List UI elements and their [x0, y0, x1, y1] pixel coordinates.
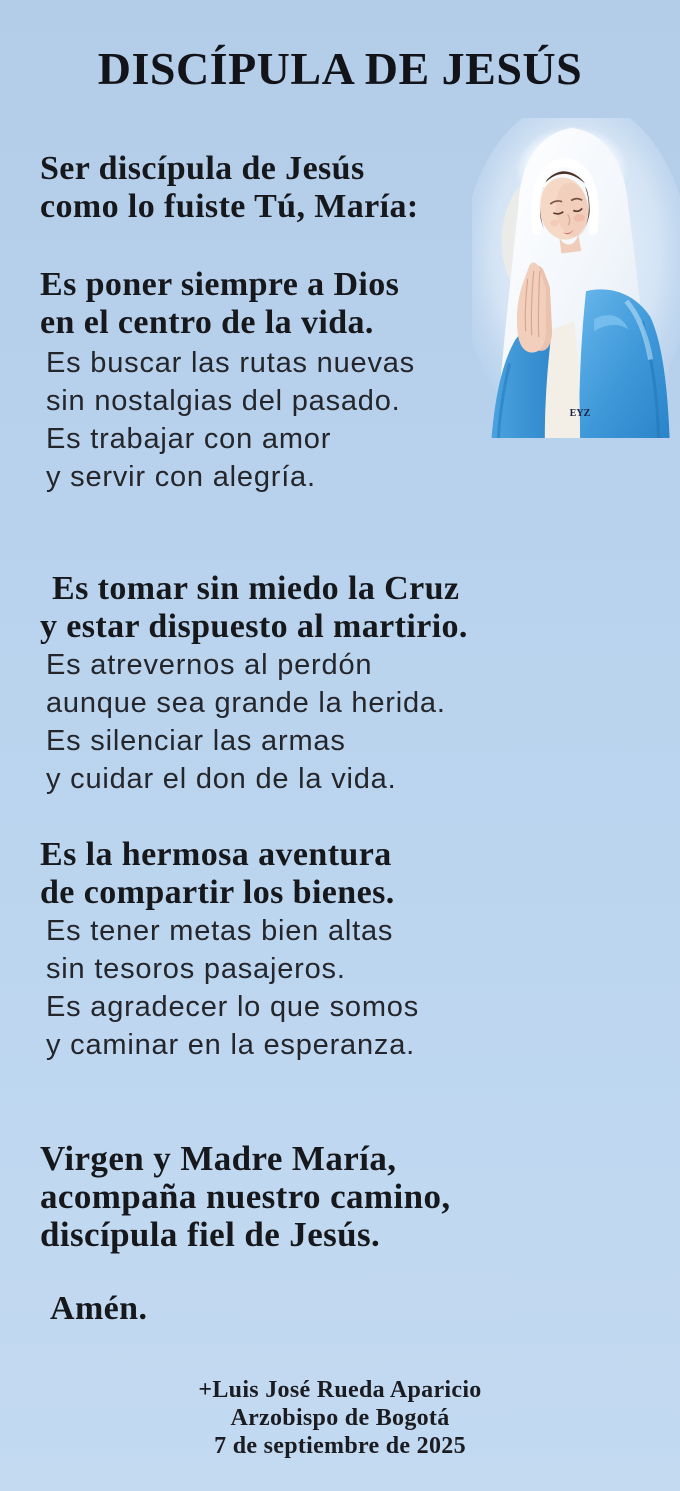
intro-line: como lo fuiste Tú, María: — [40, 188, 419, 225]
date: 7 de septiembre de 2025 — [214, 1433, 466, 1459]
section-2-heading — [40, 570, 468, 646]
section-1-heading — [40, 266, 399, 342]
closing-line: discípula fiel de Jesús. — [40, 1215, 381, 1254]
body-line: Es agradecer lo que somos — [46, 991, 420, 1023]
heading-line: Es tomar sin miedo la Cruz — [52, 570, 460, 607]
watermark-text: EYZ — [569, 407, 591, 419]
intro-block — [40, 150, 419, 226]
author-name: +Luis José Rueda Aparicio — [198, 1377, 482, 1403]
body-line: sin nostalgias del pasado. — [46, 385, 401, 417]
body-line: y caminar en la esperanza. — [46, 1029, 415, 1061]
signature-block — [0, 1376, 680, 1460]
body-line: Es trabajar con amor — [46, 423, 332, 455]
body-line: y cuidar el don de la vida. — [46, 763, 397, 795]
closing-block — [40, 1140, 451, 1254]
body-line: aunque sea grande la herida. — [46, 687, 446, 719]
author-title: Arzobispo de Bogotá — [230, 1405, 450, 1431]
intro-line: Ser discípula de Jesús — [40, 150, 365, 187]
amen-text: Amén. — [50, 1290, 148, 1327]
heading-line: y estar dispuesto al martirio. — [40, 608, 468, 645]
section-2-body — [46, 646, 446, 798]
body-line: Es silenciar las armas — [46, 725, 346, 757]
body-line: y servir con alegría. — [46, 461, 316, 493]
heading-line: de compartir los bienes. — [40, 874, 395, 911]
heading-line: en el centro de la vida. — [40, 304, 374, 341]
body-line: Es tener metas bien altas — [46, 915, 394, 947]
section-1-body — [46, 344, 415, 496]
virgin-mary-illustration — [472, 118, 680, 442]
closing-line: Virgen y Madre María, — [40, 1139, 397, 1178]
heading-line: Es la hermosa aventura — [40, 836, 392, 873]
section-3-body — [46, 912, 419, 1064]
body-line: sin tesoros pasajeros. — [46, 953, 346, 985]
page-title: DISCÍPULA DE JESÚS — [97, 43, 583, 94]
body-line: Es atrevernos al perdón — [46, 649, 373, 681]
virgin-mary-image — [472, 118, 680, 442]
section-3-heading — [40, 836, 395, 912]
heading-line: Es poner siempre a Dios — [40, 266, 400, 303]
body-line: Es buscar las rutas nuevas — [46, 347, 415, 379]
closing-line: acompaña nuestro camino, — [40, 1177, 451, 1216]
